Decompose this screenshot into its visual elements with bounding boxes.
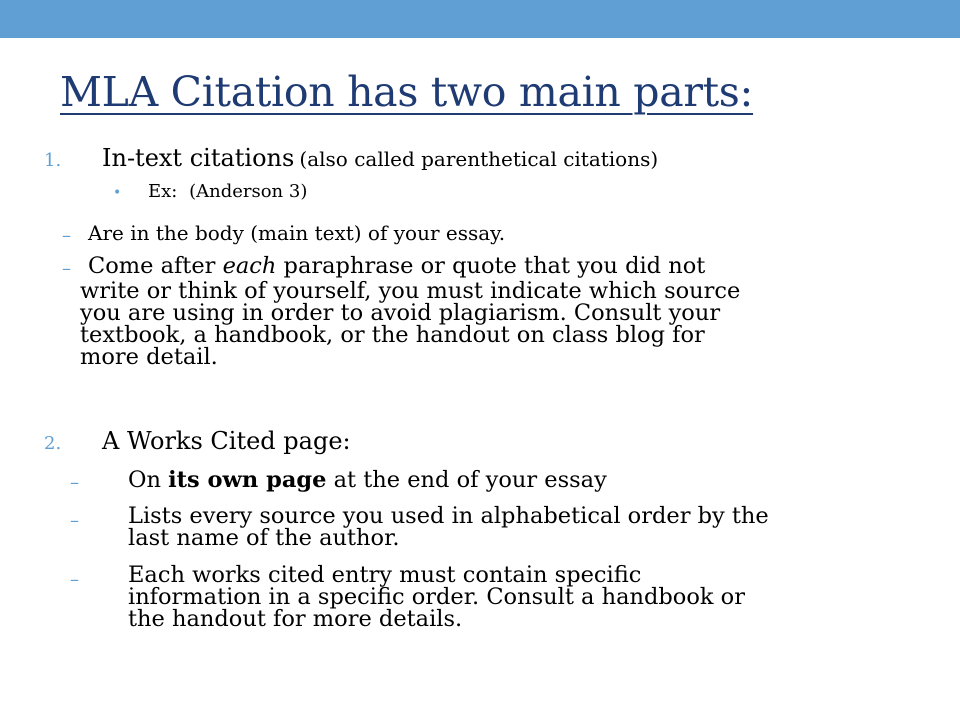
example-line xyxy=(148,181,307,202)
part2-point1-pre: On xyxy=(128,467,169,493)
part1-point2-row: more detail. xyxy=(80,344,218,370)
example-bullet: • xyxy=(113,185,122,201)
slide-title: MLA Citation has two main parts: xyxy=(60,68,754,116)
part1-point2-post: paraphrase or quote that you did not xyxy=(276,253,706,279)
part1-heading-note: (also called parenthetical citations) xyxy=(299,147,659,171)
example-label: Ex: xyxy=(148,181,178,202)
dash-2c: – xyxy=(70,569,79,590)
part2-point3 xyxy=(128,564,745,630)
part2-point1 xyxy=(128,467,607,493)
part2-point2-row: Lists every source you used in alphabetical order by the xyxy=(128,503,769,529)
part2-point3-row: information in a specific order. Consult a handbook or xyxy=(128,584,745,610)
part1-point2-row: textbook, a handbook, or the handout on class blog for xyxy=(80,322,705,348)
part1-point2-emphasis: each xyxy=(222,253,277,279)
part1-point2-row: you are using in order to avoid plagiarism. Consult your xyxy=(80,300,721,326)
dash-1a: – xyxy=(62,225,71,246)
dash-2b: – xyxy=(70,510,79,531)
part2-point1-bold: its own page xyxy=(168,467,327,493)
part1-point2-row: write or think of yourself, you must indicate which source xyxy=(80,278,741,304)
top-accent-bar xyxy=(0,0,960,38)
part2-point3-row: Each works cited entry must contain specific xyxy=(128,562,642,588)
part2-heading: A Works Cited page: xyxy=(102,427,351,455)
part1-point1: Are in the body (main text) of your essay. xyxy=(88,221,506,245)
list-number-2: 2. xyxy=(44,433,62,454)
part2-point1-post: at the end of your essay xyxy=(326,467,607,493)
list-number-1: 1. xyxy=(44,150,62,171)
part2-point2-row: last name of the author. xyxy=(128,525,400,551)
part2-point2 xyxy=(128,505,769,549)
example-value: (Anderson 3) xyxy=(189,181,308,202)
part1-heading-line xyxy=(102,144,658,172)
dash-1b: – xyxy=(62,258,71,279)
part1-point2-continuation xyxy=(80,280,740,368)
part1-point2-pre: Come after xyxy=(88,253,223,279)
part2-point3-row: the handout for more details. xyxy=(128,606,463,632)
dash-2a: – xyxy=(70,472,79,493)
part1-point2-first-row xyxy=(88,253,705,279)
part1-heading: In-text citations xyxy=(102,144,295,172)
